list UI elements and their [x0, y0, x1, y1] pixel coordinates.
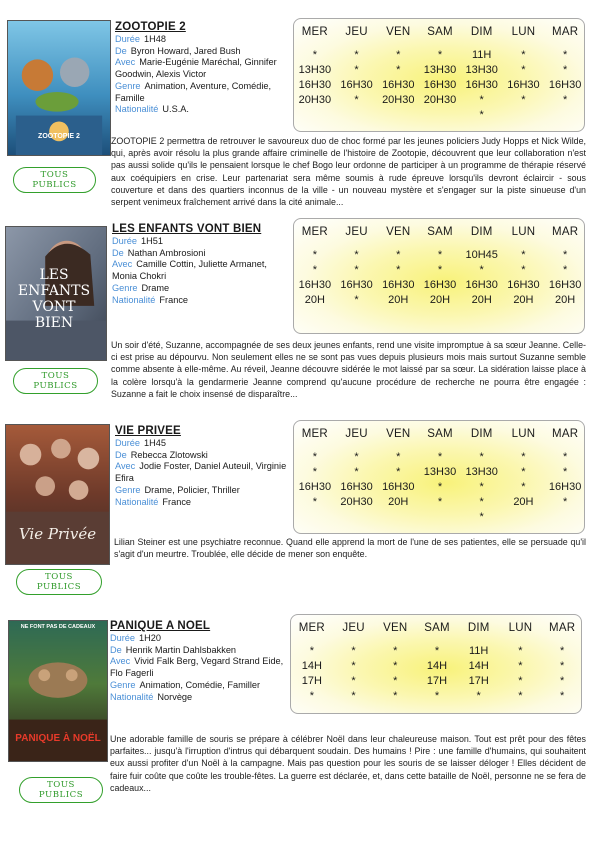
no-show-marker: * [559, 675, 565, 687]
day-name: JEU [342, 622, 365, 634]
no-show-marker: * [351, 645, 356, 657]
schedule-day-ven [377, 427, 419, 510]
schedule-day-lun [500, 621, 542, 704]
no-show-marker: * [434, 645, 440, 657]
value-nationalite: Norvège [157, 691, 193, 702]
no-show-marker: * [396, 264, 401, 276]
showtime[interactable]: 16H30 [465, 279, 498, 291]
showtime[interactable]: 13H30 [465, 466, 498, 478]
schedule-day-lun [503, 225, 545, 308]
value-duree: 1H45 [144, 438, 166, 448]
info-genre [115, 81, 291, 104]
showtime[interactable]: 11H [472, 49, 492, 61]
day-name: VEN [386, 428, 411, 440]
label-nationalite: Nationalité [110, 691, 154, 702]
schedule-day-ven [377, 225, 419, 308]
showtime[interactable]: 14H [468, 660, 489, 672]
no-show-marker: * [354, 64, 359, 76]
no-show-marker: * [476, 690, 481, 702]
info-avec [115, 461, 290, 484]
label-duree: Durée [112, 236, 138, 246]
no-show-marker: * [479, 511, 484, 523]
day-name: LUN [511, 26, 536, 38]
info-genre [115, 485, 290, 497]
no-show-marker: * [354, 451, 359, 463]
no-show-marker: * [434, 690, 440, 702]
no-show-marker: * [354, 466, 359, 478]
showtime[interactable]: 13H30 [298, 64, 332, 76]
showtime[interactable]: 14H [301, 660, 322, 672]
showtime[interactable]: 13H30 [423, 64, 457, 76]
schedule-zootopie [293, 18, 585, 132]
no-show-marker: * [437, 481, 443, 493]
showtime[interactable]: 16H30 [548, 279, 582, 291]
tous-publics-badge [16, 569, 102, 595]
showtime[interactable]: 20H [388, 294, 409, 306]
no-show-marker: * [437, 49, 443, 61]
badge-line1: TOUS [40, 170, 69, 180]
schedule-day-jeu [333, 621, 375, 704]
showtime[interactable]: 16H30 [382, 279, 415, 291]
showtime[interactable]: 20H [388, 496, 409, 508]
info-duree [110, 633, 285, 645]
no-show-marker: * [393, 675, 398, 687]
no-show-marker: * [396, 249, 401, 261]
label-nationalite: Nationalité [115, 496, 159, 507]
day-name: VEN [383, 622, 408, 634]
info-nationalite [115, 497, 290, 509]
showtime[interactable]: 16H30 [465, 79, 498, 91]
badge-line2: PUBLICS [32, 180, 77, 190]
no-show-marker: * [354, 49, 359, 61]
showtime[interactable]: 16H30 [340, 279, 373, 291]
info-avec [112, 259, 290, 282]
info-nationalite [110, 692, 285, 704]
info-de [110, 645, 285, 657]
day-name: SAM [424, 622, 450, 634]
showtime[interactable]: 11H [469, 645, 489, 657]
no-show-marker: * [562, 94, 568, 106]
showtime[interactable]: 10H45 [465, 249, 498, 261]
poster-enfants-title: LES ENFANTS VONT BIEN [17, 267, 91, 331]
no-show-marker: * [521, 481, 526, 493]
schedule-day-mer [294, 225, 336, 308]
value-avec: Jodie Foster, Daniel Auteuil, Virginie Efira [115, 461, 287, 484]
poster-vie-privee-title: Vie Privée [18, 525, 97, 543]
no-show-marker: * [393, 645, 398, 657]
schedule-day-dim [461, 225, 503, 308]
showtime[interactable]: 16H30 [507, 279, 540, 291]
label-avec: Avec [115, 57, 136, 68]
day-name: MER [301, 26, 328, 38]
no-show-marker: * [437, 249, 443, 261]
no-show-marker: * [562, 496, 568, 508]
schedule-day-lun [503, 25, 545, 108]
schedule-day-sam [419, 25, 461, 108]
showtime[interactable]: 20H30 [423, 94, 457, 106]
no-show-marker: * [312, 466, 317, 478]
info-avec [110, 656, 285, 679]
film-title[interactable]: ZOOTOPIE 2 [115, 21, 186, 33]
no-show-marker: * [354, 264, 359, 276]
showtime[interactable]: 13H30 [465, 64, 498, 76]
value-de: Rebecca Zlotowski [130, 449, 208, 460]
tous-publics-badge [13, 167, 96, 193]
no-show-marker: * [354, 249, 359, 261]
schedule-day-mar [544, 25, 586, 108]
day-name: MAR [549, 622, 576, 634]
day-name: SAM [427, 226, 453, 238]
poster-vie-privee-image [6, 425, 109, 564]
info-genre [110, 680, 285, 692]
no-show-marker: * [351, 675, 356, 687]
label-duree: Durée [115, 438, 141, 448]
day-name: MAR [552, 226, 579, 238]
no-show-marker: * [559, 660, 565, 672]
label-avec: Avec [115, 461, 136, 472]
value-avec: Marie-Eugénie Maréchal, Ginnifer Goodwin, Alexis Victor [115, 57, 277, 80]
day-name: MER [301, 226, 328, 238]
showtime[interactable]: 16H30 [298, 279, 332, 291]
day-name: MAR [552, 26, 579, 38]
no-show-marker: * [521, 64, 526, 76]
no-show-marker: * [562, 64, 568, 76]
info-de [112, 248, 290, 260]
badge-line2: PUBLICS [36, 582, 82, 592]
film-description: Un soir d'été, Suzanne, accompagnée de ses deux jeunes enfants, rend une visite impromptue à sa sœur Jeanne. Celle-ci est prise au dépourvu. Non seulement elles ne se sont pas vues depuis plusieurs mois mais surtout Suzanne semble comme absente à elle-même. Au réveil, Jeanne découvre sidérée le mot laissé par sa sœur. La sidération laisse place à la colère lorsqu'à la gendarmerie Jeanne comprend qu'aucune procédure de recherche ne pourra être engagée : Suzanne a fait le choix insensé de disparaître... [111, 340, 586, 399]
label-avec: Avec [112, 259, 133, 270]
badge-line1: TOUS [47, 780, 75, 790]
no-show-marker: * [521, 249, 526, 261]
no-show-marker: * [521, 466, 526, 478]
badge-line1: TOUS [41, 371, 70, 381]
no-show-marker: * [354, 94, 359, 106]
schedule-day-ven [374, 621, 416, 704]
no-show-marker: * [312, 249, 317, 261]
day-name: VEN [386, 26, 411, 38]
no-show-marker: * [521, 49, 526, 61]
schedule-day-mer [294, 25, 336, 108]
poster-enfants[interactable] [5, 226, 107, 361]
info-avec [115, 57, 291, 80]
info-duree [112, 236, 290, 248]
schedule-day-mar [544, 225, 586, 308]
value-genre: Animation, Aventure, Comédie, Famille [115, 80, 272, 103]
no-show-marker: * [518, 675, 523, 687]
no-show-marker: * [518, 660, 523, 672]
schedule-enfants [293, 218, 585, 334]
no-show-marker: * [521, 264, 526, 276]
showtime[interactable]: 16H30 [423, 79, 457, 91]
schedule-day-mer [294, 427, 336, 510]
poster-panique-title: PANIQUE À NOËL [15, 733, 101, 744]
value-genre: Animation, Comédie, Familler [139, 679, 261, 690]
tous-publics-badge [19, 777, 103, 803]
poster-zootopie-title: ZOOTOPIE 2 [38, 133, 80, 140]
no-show-marker: * [562, 49, 568, 61]
showtime[interactable]: 20H30 [340, 496, 373, 508]
no-show-marker: * [559, 645, 565, 657]
showtime[interactable]: 20H [513, 496, 534, 508]
day-name: VEN [386, 226, 411, 238]
info-nationalite [112, 295, 290, 307]
day-name: DIM [470, 428, 493, 440]
label-genre: Genre [110, 679, 136, 690]
film-info-enfants [112, 222, 290, 306]
day-name: LUN [511, 428, 536, 440]
day-name: LUN [508, 622, 533, 634]
schedule-day-sam [419, 427, 461, 510]
showtime[interactable]: 16H30 [340, 79, 373, 91]
showtime[interactable]: 16H30 [298, 481, 332, 493]
showtime[interactable]: 20H30 [298, 94, 332, 106]
no-show-marker: * [396, 451, 401, 463]
day-name: MER [298, 622, 325, 634]
showtime[interactable]: 16H30 [548, 79, 582, 91]
day-name: MER [301, 428, 328, 440]
label-duree: Durée [115, 34, 141, 44]
film-info-panique [110, 619, 285, 703]
showtime[interactable]: 16H30 [548, 481, 582, 493]
film-info-zootopie [115, 20, 291, 116]
day-name: JEU [345, 26, 368, 38]
value-avec: Vivid Falk Berg, Vegard Strand Eide, Flo Fagerli [110, 656, 284, 679]
showtime[interactable]: 16H30 [423, 279, 457, 291]
value-de: Byron Howard, Jared Bush [130, 45, 241, 56]
no-show-marker: * [479, 496, 484, 508]
schedule-day-mar [544, 427, 586, 510]
film-description: Lilian Steiner est une psychiatre reconnue. Quand elle apprend la mort de l'une de ses patientes, elle se persuade qu'il s'agit d'un meurtre. Troublée, elle décide de mener son enquête. [114, 537, 586, 560]
showtime[interactable]: 20H [471, 294, 492, 306]
info-nationalite [115, 104, 291, 116]
no-show-marker: * [562, 264, 568, 276]
badge-line2: PUBLICS [38, 790, 84, 800]
film-title[interactable]: VIE PRIVEE [115, 425, 181, 437]
schedule-day-jeu [336, 25, 378, 108]
no-show-marker: * [521, 94, 526, 106]
day-name: SAM [427, 428, 453, 440]
tous-publics-badge [13, 368, 98, 394]
no-show-marker: * [437, 496, 443, 508]
no-show-marker: * [521, 451, 526, 463]
film-title[interactable]: LES ENFANTS VONT BIEN [112, 223, 262, 235]
no-show-marker: * [393, 690, 398, 702]
no-show-marker: * [396, 466, 401, 478]
day-name: JEU [345, 226, 368, 238]
info-genre [112, 283, 290, 295]
day-name: JEU [345, 428, 368, 440]
schedule-day-sam [419, 225, 461, 308]
schedule-day-mer [291, 621, 333, 704]
schedule-day-sam [416, 621, 458, 704]
showtime[interactable]: 16H30 [298, 79, 332, 91]
badge-line1: TOUS [45, 572, 73, 582]
day-name: DIM [467, 622, 490, 634]
value-nationalite: France [159, 294, 189, 305]
no-show-marker: * [354, 294, 359, 306]
day-name: SAM [427, 26, 453, 38]
label-de: De [115, 449, 127, 460]
info-duree [115, 438, 290, 450]
schedule-day-ven [377, 25, 419, 108]
schedule-day-dim [461, 25, 503, 123]
value-genre: Drame, Policier, Thriller [144, 484, 240, 495]
label-genre: Genre [112, 282, 138, 293]
showtime[interactable]: 20H [304, 294, 325, 306]
schedule-day-mar [541, 621, 583, 704]
no-show-marker: * [351, 660, 356, 672]
no-show-marker: * [562, 451, 568, 463]
showtime[interactable]: 20H30 [382, 94, 415, 106]
label-genre: Genre [115, 80, 141, 91]
no-show-marker: * [479, 264, 484, 276]
film-info-vie-privee [115, 424, 290, 508]
no-show-marker: * [396, 49, 401, 61]
value-nationalite: France [162, 496, 192, 507]
schedule-day-dim [458, 621, 500, 704]
no-show-marker: * [479, 109, 484, 121]
value-de: Nathan Ambrosioni [127, 247, 206, 258]
showtime[interactable]: 20H [513, 294, 534, 306]
value-avec: Camille Cottin, Juliette Armanet, Monia Chokri [112, 259, 267, 282]
info-de [115, 450, 290, 462]
no-show-marker: * [351, 690, 356, 702]
schedule-vie-privee [293, 420, 585, 534]
label-duree: Durée [110, 633, 136, 643]
label-de: De [112, 247, 124, 258]
showtime[interactable]: 16H30 [340, 481, 373, 493]
no-show-marker: * [559, 690, 565, 702]
label-nationalite: Nationalité [115, 104, 159, 115]
value-nationalite: U.S.A. [162, 104, 189, 115]
no-show-marker: * [518, 645, 523, 657]
poster-zootopie[interactable] [7, 20, 111, 156]
no-show-marker: * [479, 451, 484, 463]
no-show-marker: * [562, 249, 568, 261]
no-show-marker: * [312, 496, 317, 508]
poster-panique-tagline: NE FONT PAS DE CADEAUX [20, 624, 96, 630]
no-show-marker: * [309, 690, 314, 702]
no-show-marker: * [562, 466, 568, 478]
schedule-day-dim [461, 427, 503, 525]
no-show-marker: * [396, 64, 401, 76]
value-duree: 1H20 [139, 633, 161, 643]
info-duree [115, 34, 291, 46]
poster-panique[interactable] [8, 620, 108, 762]
label-nationalite: Nationalité [112, 294, 156, 305]
label-avec: Avec [110, 656, 131, 667]
value-duree: 1H48 [144, 34, 166, 44]
schedule-day-jeu [336, 225, 378, 308]
showtime[interactable]: 13H30 [423, 466, 457, 478]
showtime[interactable]: 16H30 [382, 79, 415, 91]
day-name: LUN [511, 226, 536, 238]
no-show-marker: * [312, 264, 317, 276]
schedule-day-jeu [336, 427, 378, 510]
showtime[interactable]: 14H [426, 660, 448, 672]
no-show-marker: * [393, 660, 398, 672]
no-show-marker: * [437, 451, 443, 463]
day-name: DIM [470, 26, 493, 38]
value-genre: Drame [141, 282, 170, 293]
no-show-marker: * [479, 481, 484, 493]
info-de [115, 46, 291, 58]
showtime[interactable]: 20H [429, 294, 451, 306]
no-show-marker: * [309, 645, 314, 657]
schedule-panique [290, 614, 582, 714]
badge-line2: PUBLICS [33, 381, 78, 391]
film-description: Une adorable famille de souris se prépare à célébrer Noël dans leur chaleureuse maison. Tout est prêt pour des fêtes parfaites... jusqu'à l'irruption d'intrus qui débarquent soudain. Des humains ! Pire : une famille d'humains, qui souhaitent eux aussi profiter d'un Noël à la campagne. Mais pas question pour les souris de se laisser déloger ! Elles décident de faire fuir coûte que coûte les trouble-fêtes. La guerre est déclarée, et, dans cette bataille de Noël, personne ne se fera de cadeaux... [110, 734, 586, 793]
showtime[interactable]: 17H [426, 675, 448, 687]
day-name: MAR [552, 428, 579, 440]
value-duree: 1H51 [141, 236, 163, 246]
schedule-day-lun [503, 427, 545, 510]
showtime[interactable]: 17H [301, 675, 322, 687]
film-description: ZOOTOPIE 2 permettra de retrouver le savoureux duo de choc formé par les jeunes policiers Judy Hopps et Nick Wilde, qui, après avoir résolu la plus grande affaire criminelle de l'histoire de Zootopie, découvrent que leur collaboration n'est pas aussi solide qu'ils le pensaient lorsque le chef Bogo leur ordonne de participer à un programme de thérapie réservé aux coéquipiers en crise. Leur partenariat sera même soumis à rude épreuve lorsqu'ils devront éclaircir - sous couverture et dans des quartiers inconnus de la ville - un nouveau mystère et s'engager sur la piste sinueuse d'un serpent venimeux fraîchement arrivé dans la cité animale... [111, 136, 586, 208]
label-de: De [110, 644, 122, 655]
label-genre: Genre [115, 484, 141, 495]
poster-vie-privee[interactable] [5, 424, 110, 565]
no-show-marker: * [312, 451, 317, 463]
no-show-marker: * [312, 49, 317, 61]
day-name: DIM [470, 226, 493, 238]
no-show-marker: * [437, 264, 443, 276]
film-title[interactable]: PANIQUE A NOEL [110, 620, 211, 632]
no-show-marker: * [518, 690, 523, 702]
value-de: Henrik Martin Dahlsbakken [125, 644, 237, 655]
no-show-marker: * [479, 94, 484, 106]
showtime[interactable]: 20H [555, 294, 576, 306]
showtime[interactable]: 16H30 [507, 79, 540, 91]
showtime[interactable]: 17H [468, 675, 489, 687]
label-de: De [115, 45, 127, 56]
showtime[interactable]: 16H30 [382, 481, 415, 493]
